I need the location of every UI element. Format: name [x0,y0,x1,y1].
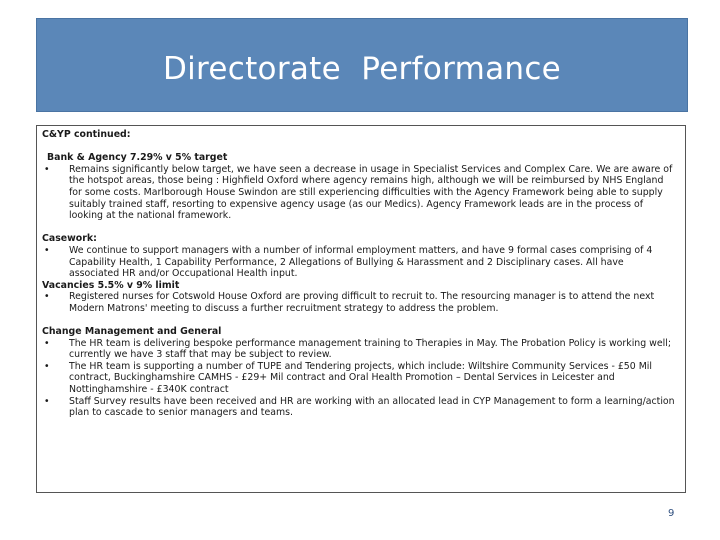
change-bullet-text: The HR team is delivering bespoke performance management training to Therapies in May. The Probation Policy is working well; currently we have 3 staff that may be subject to review. [69,337,671,361]
bank-agency-bullet-text: Remains significantly below target, we have seen a decrease in usage in Specialist Services and Complex Care. We are aware of the hotspot areas, those being : Highfield Oxford where agency remains high, although we will be reimbursed by NHS England for some costs. Marlborough House Swindon are still experiencing difficulties with the Agency Framework being able to supply suitably trained staff, resorting to expensive agency usage (as our Medics). Agency Framework leads are in the process of looking at the national framework. [69,163,673,222]
bullet-icon: • [44,291,50,303]
list-item [42,245,679,280]
vacancies-heading: Vacancies 5.5% v 9% limit [42,279,180,291]
title-banner [36,18,688,112]
bullet-icon: • [44,360,50,372]
spacer [42,222,679,234]
content-panel [36,125,686,493]
bullet-icon: • [44,395,50,407]
section-intro: C&YP continued: [42,129,131,140]
bullet-icon: • [44,244,50,256]
list-item [42,396,679,419]
casework-heading: Casework: [42,233,97,245]
list-item [42,164,679,222]
list-item [42,338,679,361]
vacancies-bullet-text: Registered nurses for Cotswold House Oxford are proving difficult to recruit to. The resourcing manager is to attend the next Modern Matrons' meeting to discuss a further recruitment strategy to address the problem. [69,291,655,314]
list-item [42,361,679,396]
bank-agency-heading: Bank & Agency 7.29% v 5% target [47,152,228,164]
slide-title: Directorate Performance [162,51,562,87]
page-number: 9 [668,508,675,519]
casework-bullet-text: We continue to support managers with a number of informal employment matters, and have 9 formal cases comprising of 4 Capability Health, 1 Capability Performance, 2 Allegations of Bullying & Harassment and 2 Disciplinary cases. All have associated HR and/or Occupational Health input. [69,244,653,280]
change-bullet-text: Staff Survey results have been received and HR are working with an allocated lead in CYP Management to form a learning/action plan to cascade to senior managers and teams. [69,395,675,419]
change-management-heading: Change Management and General [42,326,222,338]
spacer [42,141,679,153]
change-bullet-text: The HR team is supporting a number of TUPE and Tendering projects, which include: Wiltshire Community Services - £50 Mil contract, Buckinghamshire CAMHS - £29+ Mil contract and Oral Health Promotion – Dental Services in Leicester and Nottinghamshire - £340K contract [69,360,653,396]
bullet-icon: • [44,337,50,349]
bullet-icon: • [44,163,50,175]
spacer [42,315,679,327]
list-item [42,291,679,314]
